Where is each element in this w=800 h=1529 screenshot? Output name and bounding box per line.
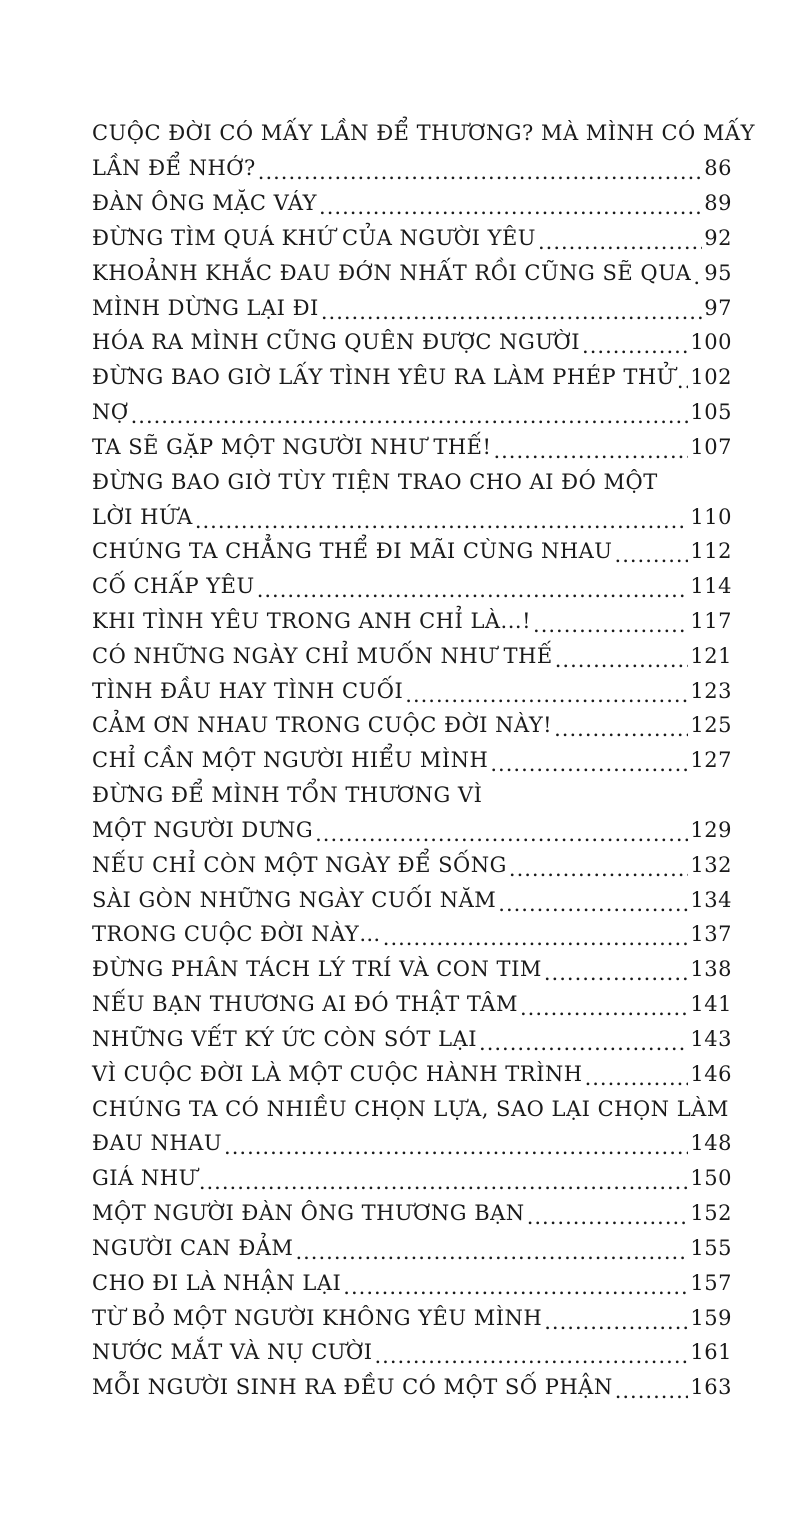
toc-entry xyxy=(92,743,732,778)
dot-leader xyxy=(131,404,689,428)
toc-page-number: 107 xyxy=(690,434,732,459)
toc-entry-title: CHỈ CẦN MỘT NGƯỜI HIỂU MÌNH xyxy=(92,748,489,773)
toc-page-number: 155 xyxy=(690,1235,732,1260)
toc-entry-title: KHOẢNH KHẮC ĐAU ĐỚN NHẤT RỒI CŨNG SẼ QUA xyxy=(92,260,692,285)
toc-entry-title: TRONG CUỘC ĐỜI NÀY… xyxy=(92,922,381,947)
toc-page-number: 105 xyxy=(690,400,732,425)
toc-page-number: 129 xyxy=(690,817,732,842)
toc-page-number: 112 xyxy=(690,539,732,564)
toc-entry-title: LỜI HỨA xyxy=(92,504,193,529)
toc-entry xyxy=(92,220,732,255)
toc-entry-title: ĐỪNG TÌM QUÁ KHỨ CỦA NGƯỜI YÊU xyxy=(92,225,536,250)
toc-entry xyxy=(92,1231,732,1266)
toc-page-number: 114 xyxy=(690,574,732,599)
toc-page-number: 102 xyxy=(690,365,732,390)
toc-entry xyxy=(92,917,732,952)
toc-entry-title: NƯỚC MẮT VÀ NỤ CƯỜI xyxy=(92,1340,373,1365)
toc-entry-title: NỢ xyxy=(92,400,129,425)
toc-entry xyxy=(92,1056,732,1091)
dot-leader xyxy=(544,1310,688,1334)
toc-page-number: 132 xyxy=(690,852,732,877)
dot-leader xyxy=(295,1240,688,1264)
dot-leader xyxy=(315,822,688,846)
toc-entry-title: NHỮNG VẾT KÝ ỨC CÒN SÓT LẠI xyxy=(92,1026,478,1051)
toc-page-number: 148 xyxy=(690,1131,732,1156)
toc-entry-title: NGƯỜI CAN ĐẢM xyxy=(92,1235,294,1260)
dot-leader xyxy=(319,195,702,219)
toc-entry xyxy=(92,325,732,360)
toc-entry xyxy=(92,952,732,987)
dot-leader xyxy=(555,648,689,672)
toc-entry-title-line xyxy=(92,778,732,813)
dot-leader xyxy=(258,160,702,184)
toc-page-number: 134 xyxy=(690,887,732,912)
toc-entry-title-line xyxy=(92,1091,732,1126)
toc-entry xyxy=(92,638,732,673)
dot-leader xyxy=(693,265,702,289)
toc-entry xyxy=(92,290,732,325)
toc-page-number: 137 xyxy=(690,922,732,947)
toc-entry-title: MỘT NGƯỜI DƯNG xyxy=(92,817,314,842)
toc-entry-title: CÓ NHỮNG NGÀY CHỈ MUỐN NHƯ THẾ xyxy=(92,643,553,668)
toc-page-number: 95 xyxy=(704,260,732,285)
toc-entry-title-line xyxy=(92,464,732,499)
toc-entry-title: TÌNH ĐẦU HAY TÌNH CUỐI xyxy=(92,678,404,703)
dot-leader xyxy=(321,300,702,324)
toc-entry xyxy=(92,1126,732,1161)
toc-page-number: 163 xyxy=(690,1375,732,1400)
dot-leader xyxy=(527,1205,689,1229)
toc-page-number: 89 xyxy=(704,191,732,216)
toc-entry-title: ĐỪNG BAO GIỜ LẤY TÌNH YÊU RA LÀM PHÉP THỬ xyxy=(92,365,675,390)
toc-entry xyxy=(92,1022,732,1057)
toc-entry-title: HÓA RA MÌNH CŨNG QUÊN ĐƯỢC NGƯỜI xyxy=(92,330,581,355)
toc-entry xyxy=(92,1300,732,1335)
toc-entry-title: CHÚNG TA CÓ NHIỀU CHỌN LỰA, SAO LẠI CHỌN LÀM xyxy=(92,1096,729,1121)
toc-page-number: 143 xyxy=(690,1026,732,1051)
toc-page-number: 100 xyxy=(690,330,732,355)
dot-leader xyxy=(493,439,688,463)
toc-page-number: 92 xyxy=(704,225,732,250)
toc-page-number: 157 xyxy=(690,1270,732,1295)
dot-leader xyxy=(615,543,689,567)
toc-page-number: 125 xyxy=(690,713,732,738)
toc-entry xyxy=(92,360,732,395)
toc-entry-title: MÌNH DỪNG LẠI ĐI xyxy=(92,295,319,320)
toc-entry xyxy=(92,569,732,604)
dot-leader xyxy=(538,230,702,254)
toc-entry xyxy=(92,1196,732,1231)
toc-entry xyxy=(92,534,732,569)
dot-leader xyxy=(479,1031,688,1055)
toc-entry xyxy=(92,1265,732,1300)
toc-entry-title: ĐỪNG BAO GIỜ TÙY TIỆN TRAO CHO AI ĐÓ MỘT xyxy=(92,469,658,494)
toc-page-number: 117 xyxy=(690,609,732,633)
toc-entry-title: CHÚNG TA CHẲNG THỂ ĐI MÃI CÙNG NHAU xyxy=(92,539,613,564)
dot-leader xyxy=(195,509,689,533)
toc-entry-title: TA SẼ GẶP MỘT NGƯỜI NHƯ THẾ! xyxy=(92,434,492,459)
toc-page-number: 121 xyxy=(690,643,732,668)
dot-leader xyxy=(509,857,689,881)
dot-leader xyxy=(490,752,688,776)
toc-page-number: 123 xyxy=(690,678,732,703)
toc-entry-title: LẦN ĐỂ NHỚ? xyxy=(92,156,256,181)
toc-entry-title: TỪ BỎ MỘT NGƯỜI KHÔNG YÊU MÌNH xyxy=(92,1305,543,1330)
dot-leader xyxy=(498,892,688,916)
toc-page-number: 138 xyxy=(690,957,732,982)
dot-leader xyxy=(582,334,688,358)
toc-entry xyxy=(92,673,732,708)
toc-entry xyxy=(92,604,732,639)
toc-entry-title: GIÁ NHƯ xyxy=(92,1166,197,1191)
toc-entry-title: ĐỪNG PHÂN TÁCH LÝ TRÍ VÀ CON TIM xyxy=(92,957,542,982)
dot-leader xyxy=(554,717,688,741)
dot-leader xyxy=(375,1344,689,1368)
toc-page-number: 110 xyxy=(690,504,732,529)
dot-leader xyxy=(383,926,689,950)
dot-leader xyxy=(544,961,689,985)
toc-entry xyxy=(92,1335,732,1370)
toc-entry xyxy=(92,429,732,464)
toc-entry xyxy=(92,813,732,848)
toc-entry xyxy=(92,882,732,917)
dot-leader xyxy=(677,369,689,393)
dot-leader xyxy=(224,1135,688,1159)
dot-leader xyxy=(257,578,689,602)
toc-entry xyxy=(92,847,732,882)
toc-entry xyxy=(92,708,732,743)
toc-entry-title: MỘT NGƯỜI ĐÀN ÔNG THƯƠNG BẠN xyxy=(92,1201,525,1226)
toc-page-number: 161 xyxy=(690,1340,732,1365)
toc-entry-title: CUỘC ĐỜI CÓ MẤY LẦN ĐỂ THƯƠNG? MÀ MÌNH CÓ MẤY xyxy=(92,121,755,146)
toc-entry-title: CẢM ƠN NHAU TRONG CUỘC ĐỜI NÀY! xyxy=(92,713,553,738)
toc-entry xyxy=(92,186,732,221)
toc-entry xyxy=(92,1161,732,1196)
toc-page-number: 86 xyxy=(704,156,732,181)
toc-page-number: 141 xyxy=(690,992,732,1017)
dot-leader xyxy=(520,996,688,1020)
toc-entry-title: NẾU CHỈ CÒN MỘT NGÀY ĐỂ SỐNG xyxy=(92,852,507,877)
toc-entry xyxy=(92,499,732,534)
toc-page-number: 159 xyxy=(690,1305,732,1330)
dot-leader xyxy=(585,1066,689,1090)
toc-page-number: 127 xyxy=(690,748,732,773)
toc-entry-title: CỐ CHẤP YÊU xyxy=(92,574,255,599)
toc-entry-title-line xyxy=(92,116,755,151)
dot-leader xyxy=(405,683,688,707)
dot-leader xyxy=(199,1170,689,1194)
toc-entry xyxy=(92,395,732,430)
toc-entry xyxy=(92,1370,732,1405)
toc-entry-title: ĐAU NHAU xyxy=(92,1131,223,1156)
dot-leader xyxy=(533,613,688,637)
table-of-contents xyxy=(92,116,755,1405)
dot-leader xyxy=(343,1275,688,1299)
toc-page-number: 146 xyxy=(690,1061,732,1086)
toc-entry-title: KHI TÌNH YÊU TRONG ANH CHỈ LÀ...! xyxy=(92,609,532,633)
toc-entry-title: NẾU BẠN THƯƠNG AI ĐÓ THẬT TÂM xyxy=(92,992,518,1017)
toc-entry xyxy=(92,151,732,186)
toc-entry-title: SÀI GÒN NHỮNG NGÀY CUỐI NĂM xyxy=(92,887,497,912)
toc-entry-title: CHO ĐI LÀ NHẬN LẠI xyxy=(92,1270,342,1295)
toc-entry-title: ĐỪNG ĐỂ MÌNH TỔN THƯƠNG VÌ xyxy=(92,783,483,808)
toc-entry xyxy=(92,255,732,290)
toc-page-number: 97 xyxy=(704,295,732,320)
toc-entry-title: MỖI NGƯỜI SINH RA ĐỀU CÓ MỘT SỐ PHẬN xyxy=(92,1375,613,1400)
toc-page-number: 152 xyxy=(690,1201,732,1226)
toc-page-number: 150 xyxy=(690,1166,732,1191)
toc-entry-title: VÌ CUỘC ĐỜI LÀ MỘT CUỘC HÀNH TRÌNH xyxy=(92,1061,583,1086)
dot-leader xyxy=(615,1379,689,1403)
toc-entry-title: ĐÀN ÔNG MẶC VÁY xyxy=(92,191,318,216)
toc-entry xyxy=(92,987,732,1022)
